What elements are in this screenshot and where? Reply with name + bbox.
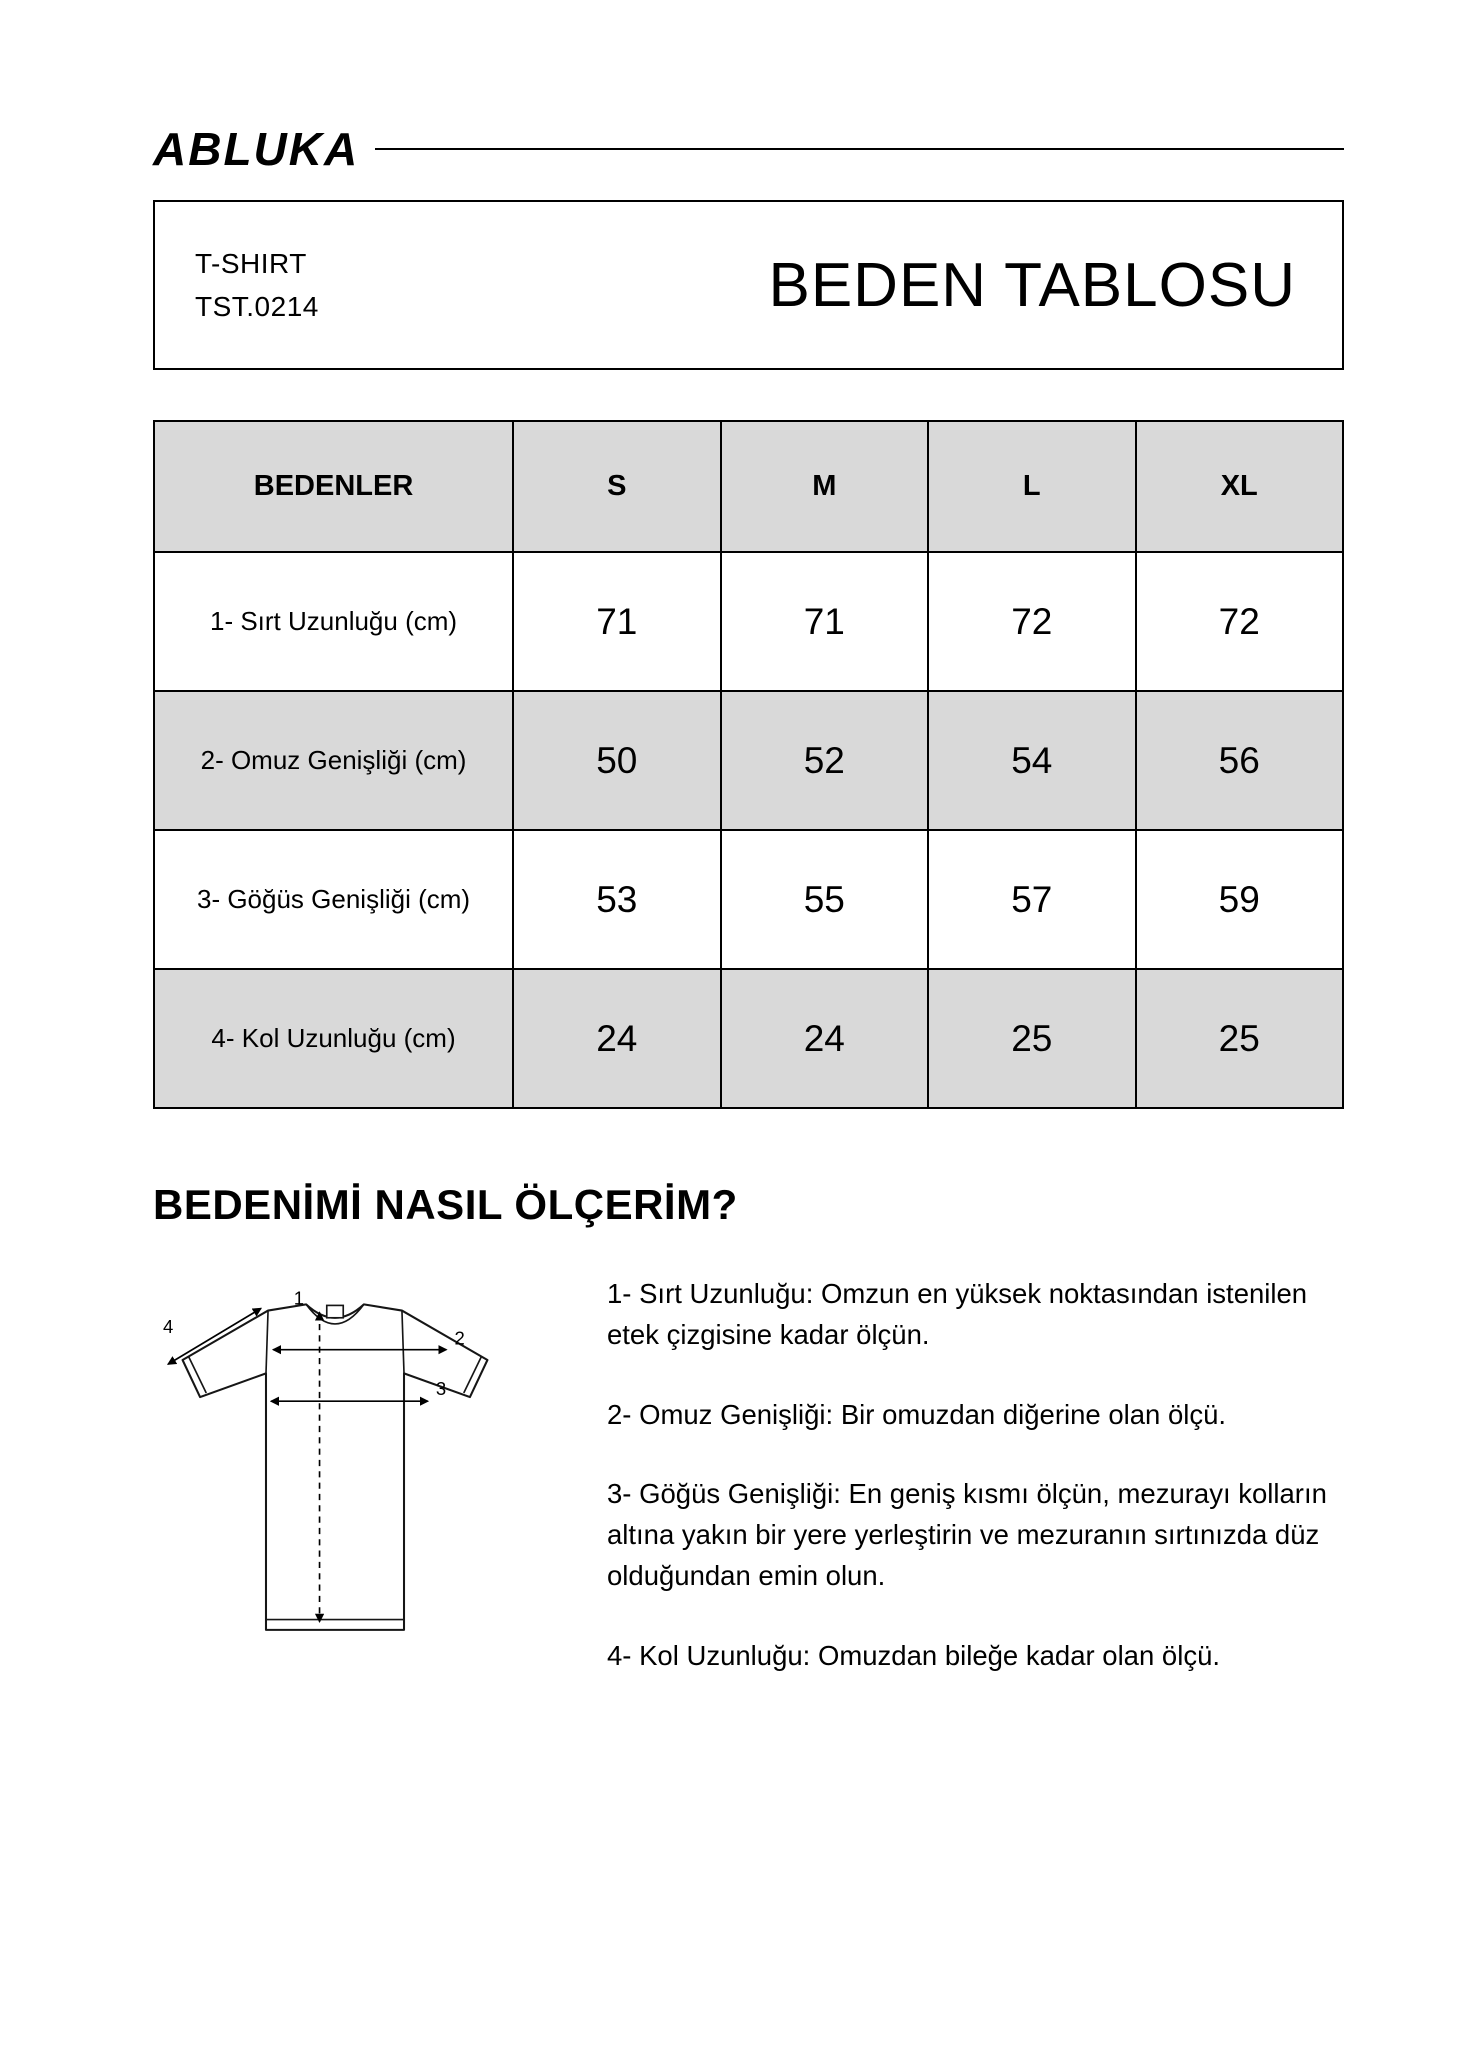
product-info (195, 242, 319, 329)
cell-chest-width-s: 53 (513, 830, 720, 969)
cell-back-length-m: 71 (721, 552, 928, 691)
instruction-shoulder-width: 2- Omuz Genişliği: Bir omuzdan diğerine olan ölçü. (607, 1398, 1227, 1430)
cell-sleeve-length-xl: 25 (1136, 969, 1343, 1108)
column-header-sizes: BEDENLER (154, 421, 513, 552)
measure-heading: BEDENİMİ NASIL ÖLÇERİM? (153, 1181, 738, 1228)
cell-sleeve-length-s: 24 (513, 969, 720, 1108)
cell-back-length-s: 71 (513, 552, 720, 691)
row-label-back-length: 1- Sırt Uzunluğu (cm) (154, 552, 513, 691)
cell-back-length-xl: 72 (1136, 552, 1343, 691)
measure-section (153, 1257, 1344, 1714)
row-label-sleeve-length: 4- Kol Uzunluğu (cm) (154, 969, 513, 1108)
measure-instructions (607, 1257, 1343, 1714)
cell-sleeve-length-l: 25 (928, 969, 1135, 1108)
table-row-chest-width (154, 830, 1343, 969)
size-table (153, 420, 1344, 1109)
cell-shoulder-width-m: 52 (721, 691, 928, 830)
tshirt-measurement-diagram (129, 1257, 541, 1714)
brand-logo: ABLUKA (153, 123, 360, 175)
table-row-sleeve-length (154, 969, 1343, 1108)
page-title: BEDEN TABLOSU (768, 250, 1296, 320)
cell-shoulder-width-s: 50 (513, 691, 720, 830)
title-box (153, 200, 1344, 370)
cell-sleeve-length-m: 24 (721, 969, 928, 1108)
cell-shoulder-width-l: 54 (928, 691, 1135, 830)
neck-label-box (327, 1305, 343, 1317)
column-header-xl: XL (1136, 421, 1343, 552)
diagram-label-4: 4 (162, 1316, 174, 1338)
instruction-chest-width: 3- Göğüs Genişliği: En geniş kısmı ölçün, mezurayı kolların altına yakın bir yere yerleştirin ve mezuranın sırtınızda düz olduğundan emin olun. (607, 1477, 1327, 1592)
diagram-label-3: 3 (435, 1378, 447, 1400)
table-header-row (154, 421, 1343, 552)
tshirt-diagram-svg (129, 1257, 541, 1700)
row-label-chest-width: 3- Göğüs Genişliği (cm) (154, 830, 513, 969)
tshirt-outline (183, 1304, 488, 1629)
table-row-back-length (154, 552, 1343, 691)
instruction-back-length: 1- Sırt Uzunluğu: Omzun en yüksek noktasından istenilen etek çizgisine kadar ölçün. (607, 1278, 1308, 1351)
cell-chest-width-xl: 59 (1136, 830, 1343, 969)
product-type: T-SHIRT (195, 247, 307, 279)
header-rule (375, 148, 1344, 150)
column-header-m: M (721, 421, 928, 552)
brand-header (153, 122, 1344, 176)
cell-shoulder-width-xl: 56 (1136, 691, 1343, 830)
product-code: TST.0214 (195, 291, 319, 322)
table-row-shoulder-width (154, 691, 1343, 830)
cell-chest-width-m: 55 (721, 830, 928, 969)
row-label-shoulder-width: 2- Omuz Genişliği (cm) (154, 691, 513, 830)
diagram-label-1: 1 (293, 1287, 305, 1309)
column-header-s: S (513, 421, 720, 552)
column-header-l: L (928, 421, 1135, 552)
diagram-label-2: 2 (454, 1327, 465, 1349)
cell-chest-width-l: 57 (928, 830, 1135, 969)
cell-back-length-l: 72 (928, 552, 1135, 691)
instruction-sleeve-length: 4- Kol Uzunluğu: Omuzdan bileğe kadar olan ölçü. (607, 1639, 1221, 1671)
